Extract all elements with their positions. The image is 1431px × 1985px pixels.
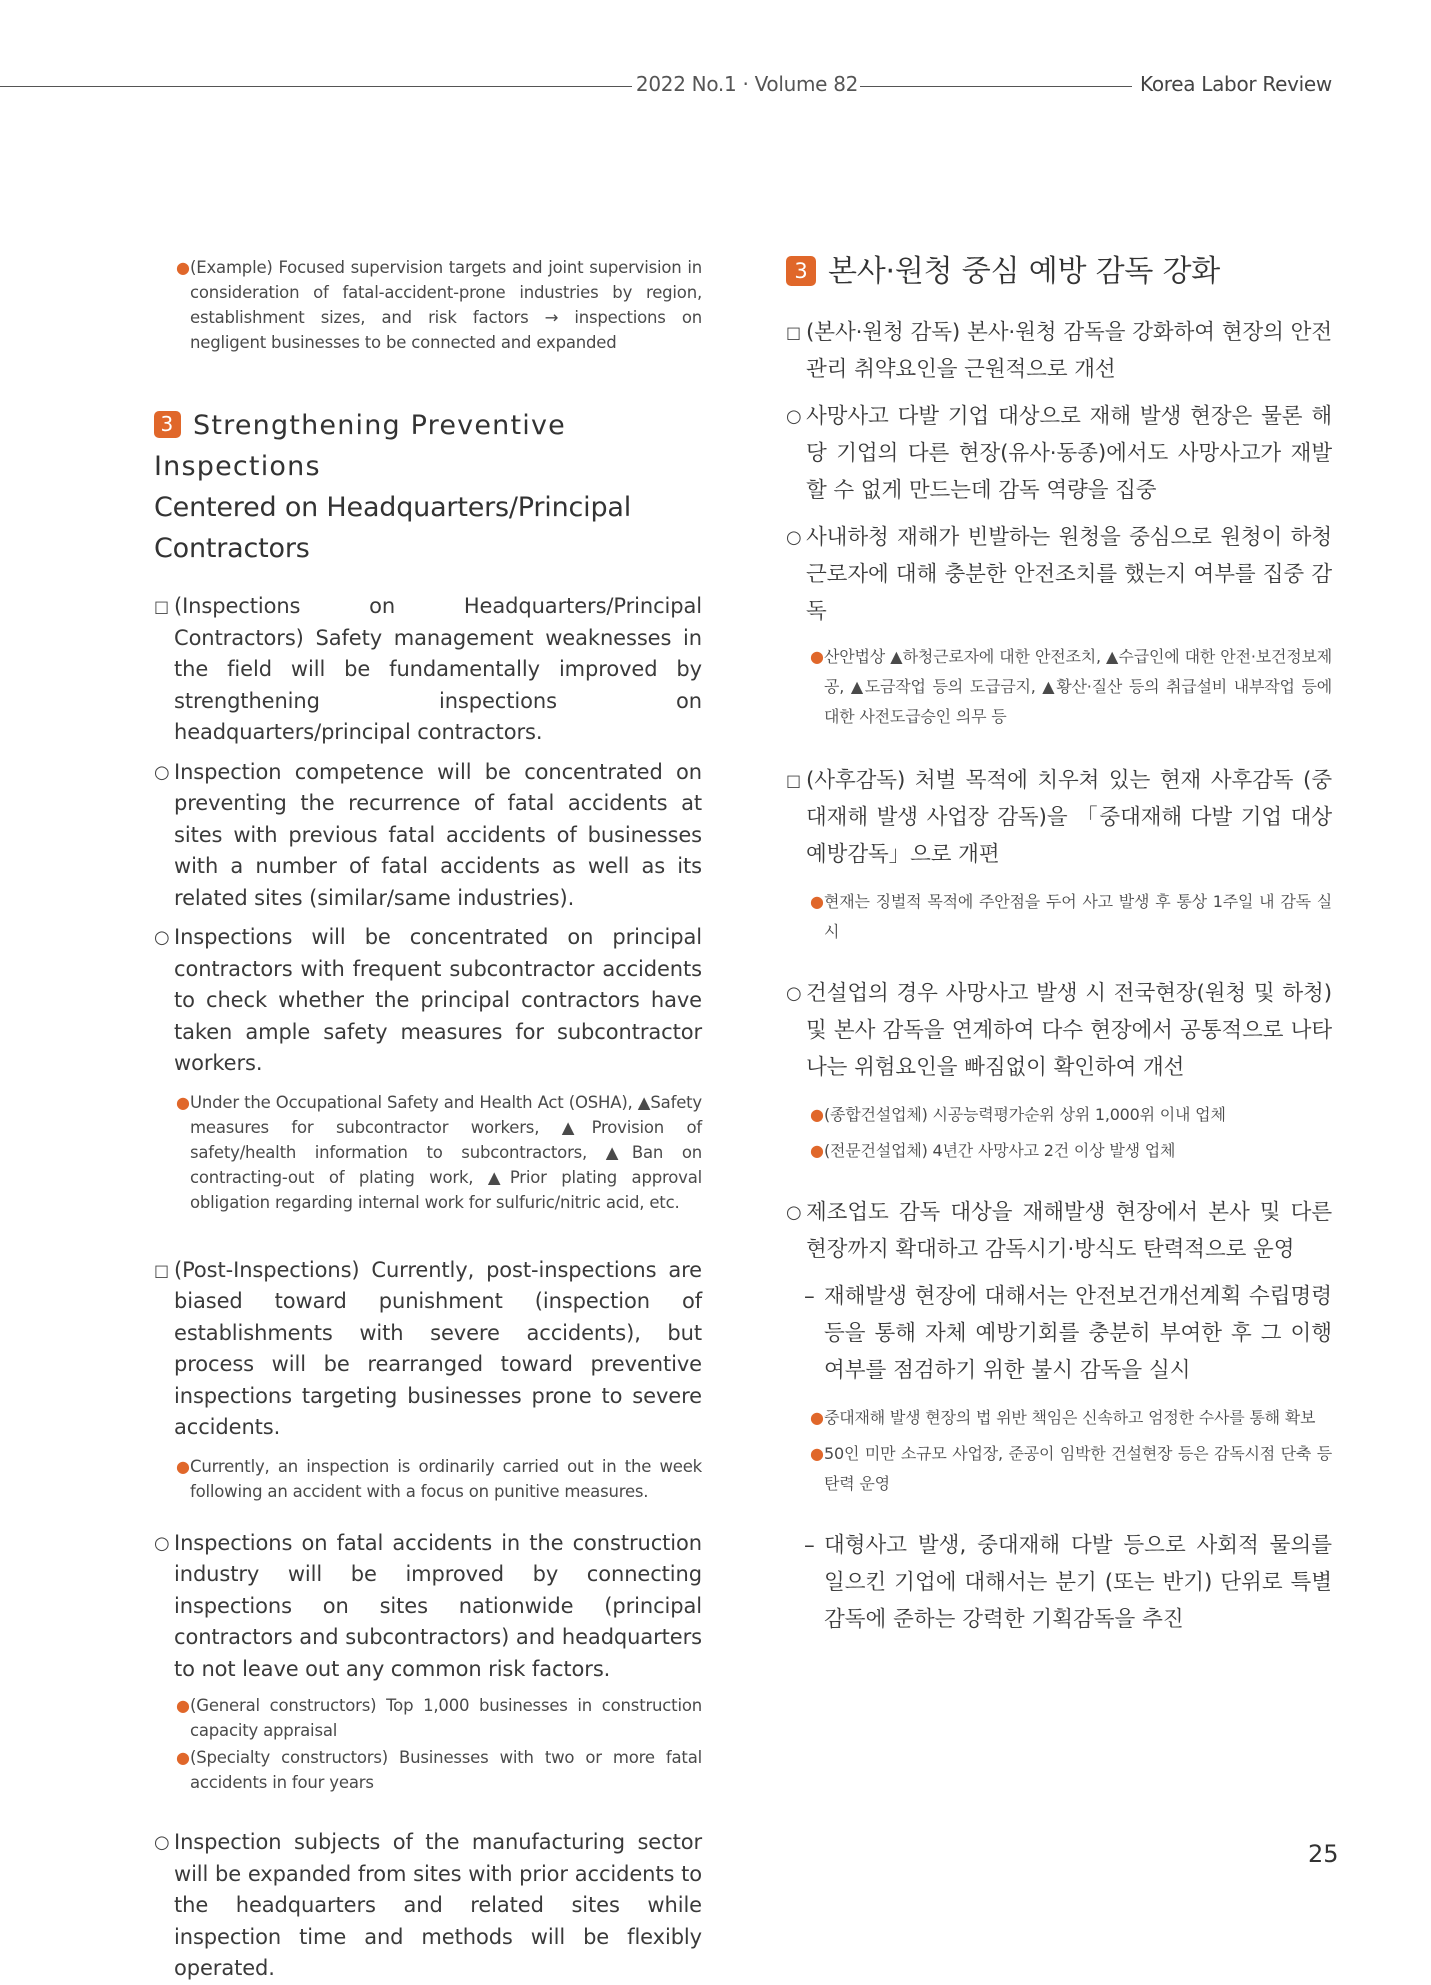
- item-subcontract-kr: ○ 사내하청 재해가 빈발하는 원청을 중심으로 원청이 하청 근로자에 대해 충분한 안전조치를 했는지 여부를 집중 감독: [786, 519, 1332, 630]
- item-hq-inspections-kr: □ (본사·원청 감독) 본사·원청 감독을 강화하여 현장의 안전관리 취약요인을 근원적으로 개선: [786, 314, 1332, 388]
- english-column: [154, 255, 702, 1985]
- intro-bullet: ● (Example) Focused supervision targets and joint supervision in consideration of fatal-accident-prone industries by region, establishment sizes, and risk factors → inspections on negligent businesses to be connected and expanded: [154, 255, 702, 355]
- bullet-dot-icon: ●: [810, 1141, 824, 1160]
- general-constructors-bullet-kr: ● (종합건설업체) 시공능력평가순위 상위 1,000위 이내 업체: [786, 1100, 1332, 1130]
- square-bullet-icon: □: [154, 597, 170, 616]
- item-hq-inspections: □ (Inspections on Headquarters/Principal Contractors) Safety management weaknesses in the field will be fundamentally improved by strengthening inspections on headquarters/principal contractors.: [154, 591, 702, 749]
- bullet-dot-icon: ●: [176, 1696, 190, 1715]
- korean-column: [786, 250, 1332, 1638]
- section-heading-en: 3 Strengthening Preventive Inspections Centered on Headquarters/Principal Contractors: [154, 410, 632, 564]
- bullet-dot-icon: ●: [810, 647, 824, 666]
- header-rule-right: [860, 86, 1132, 87]
- post-inspection-bullet: ● Currently, an inspection is ordinarily carried out in the week following an accident with a focus on punitive measures.: [154, 1454, 702, 1504]
- bullet-dot-icon: ●: [810, 892, 824, 911]
- legal-liability-bullet-kr: ● 중대재해 발생 현장의 법 위반 책임은 신속하고 엄정한 수사를 통해 확보: [786, 1403, 1332, 1433]
- item-construction-kr: ○ 건설업의 경우 사망사고 발생 시 전국현장(원청 및 하청) 및 본사 감독을 연계하여 다수 현장에서 공통적으로 나타나는 위험요인을 빠짐없이 확인하여 개선: [786, 975, 1332, 1086]
- bullet-dot-icon: ●: [176, 1748, 190, 1767]
- item-inspection-competence: ○ Inspection competence will be concentrated on preventing the recurrence of fatal accidents at sites with previous fatal accidents of businesses with a number of fatal accidents as well as its related sites (similar/same industries).: [154, 757, 702, 915]
- bullet-dot-icon: ●: [810, 1444, 824, 1463]
- dash-bullet-icon: –: [804, 1533, 815, 1558]
- dash-item-special-inspection: – 대형사고 발생, 중대재해 다발 등으로 사회적 물의를 일으킨 기업에 대해서는 분기 (또는 반기) 단위로 특별감독에 준하는 강력한 기획감독을 추진: [786, 1527, 1332, 1638]
- circle-bullet-icon: ○: [154, 761, 170, 783]
- item-principal-contractors: ○ Inspections will be concentrated on principal contractors with frequent subcontractor accidents to check whether the principal contractors have taken ample safety measures for subcontractor workers.: [154, 922, 702, 1080]
- section-number-badge: 3: [154, 411, 181, 438]
- issue-label: 2022 No.1 · Volume 82: [635, 72, 859, 96]
- bullet-dot-icon: ●: [176, 258, 190, 277]
- item-manufacturing: ○ Inspection subjects of the manufacturing sector will be expanded from sites with prior accidents to the headquarters and related sites while inspection time and methods will be flexibly operated.: [154, 1827, 702, 1985]
- circle-bullet-icon: ○: [786, 527, 802, 548]
- post-inspection-bullet-kr: ● 현재는 징벌적 목적에 주안점을 두어 사고 발생 후 통상 1주일 내 감독 실시: [786, 887, 1332, 947]
- specialty-constructors-bullet-kr: ● (전문건설업체) 4년간 사망사고 2건 이상 발생 업체: [786, 1136, 1332, 1166]
- osha-bullet: ● Under the Occupational Safety and Health Act (OSHA), ▲Safety measures for subcontractor workers, ▲Provision of safety/health information to subcontractors, ▲Ban on contracting-out of plating work, ▲Prior plating approval obligation regarding internal work for sulfuric/nitric acid, etc.: [154, 1090, 702, 1215]
- osha-bullet-kr: ● 산안법상 ▲하청근로자에 대한 안전조치, ▲수급인에 대한 안전·보건정보제공, ▲도금작업 등의 도급금지, ▲황산·질산 등의 취급설비 내부작업 등에 대한 사전도급승인 의무 등: [786, 642, 1332, 732]
- dash-bullet-icon: –: [804, 1284, 815, 1309]
- circle-bullet-icon: ○: [154, 1832, 170, 1853]
- dash-item-unannounced: – 재해발생 현장에 대해서는 안전보건개선계획 수립명령 등을 통해 자체 예방기회를 충분히 부여한 후 그 이행여부를 점검하기 위한 불시 감독을 실시: [786, 1278, 1332, 1389]
- item-fatal-accident-kr: ○ 사망사고 다발 기업 대상으로 재해 발생 현장은 물론 해당 기업의 다른 현장(유사·동종)에서도 사망사고가 재발할 수 없게 만드는데 감독 역량을 집중: [786, 398, 1332, 509]
- square-bullet-icon: □: [786, 771, 802, 790]
- square-bullet-icon: □: [786, 323, 802, 342]
- section-number-badge: 3: [786, 256, 816, 286]
- general-constructors-bullet: ● (General constructors) Top 1,000 businesses in construction capacity appraisal: [154, 1693, 702, 1743]
- circle-bullet-icon: ○: [154, 927, 170, 948]
- item-post-inspections-kr: □ (사후감독) 처벌 목적에 치우쳐 있는 현재 사후감독 (중대재해 발생 사업장 감독)을 「중대재해 다발 기업 대상 예방감독」으로 개편: [786, 762, 1332, 873]
- specialty-constructors-bullet: ● (Specialty constructors) Businesses with two or more fatal accidents in four years: [154, 1745, 702, 1795]
- section-heading-kr: 3 본사·원청 중심 예방 감독 강화: [786, 250, 1332, 294]
- circle-bullet-icon: ○: [786, 983, 802, 1004]
- circle-bullet-icon: ○: [786, 406, 802, 427]
- bullet-dot-icon: ●: [176, 1092, 190, 1112]
- item-construction: ○ Inspections on fatal accidents in the construction industry will be improved by connecting inspections on sites nationwide (principal contractors and subcontractors) and headquarters to not leave out any common risk factors.: [154, 1528, 702, 1686]
- circle-bullet-icon: ○: [786, 1202, 802, 1223]
- item-post-inspections: □ (Post-Inspections) Currently, post-inspections are biased toward punishment (inspection of establishments with severe accidents), but process will be rearranged toward preventive inspections targeting businesses prone to severe accidents.: [154, 1255, 702, 1444]
- circle-bullet-icon: ○: [154, 1532, 170, 1554]
- bullet-dot-icon: ●: [176, 1456, 190, 1476]
- small-business-bullet-kr: ● 50인 미만 소규모 사업장, 준공이 임박한 건설현장 등은 감독시점 단축 등 탄력 운영: [786, 1439, 1332, 1499]
- item-manufacturing-kr: ○ 제조업도 감독 대상을 재해발생 현장에서 본사 및 다른 현장까지 확대하고 감독시기·방식도 탄력적으로 운영: [786, 1194, 1332, 1268]
- header-rule-left: [0, 86, 632, 87]
- bullet-dot-icon: ●: [810, 1105, 824, 1124]
- journal-title: Korea Labor Review: [1140, 72, 1332, 96]
- page-number: 25: [1308, 1840, 1339, 1868]
- square-bullet-icon: □: [154, 1260, 170, 1280]
- bullet-dot-icon: ●: [810, 1408, 824, 1427]
